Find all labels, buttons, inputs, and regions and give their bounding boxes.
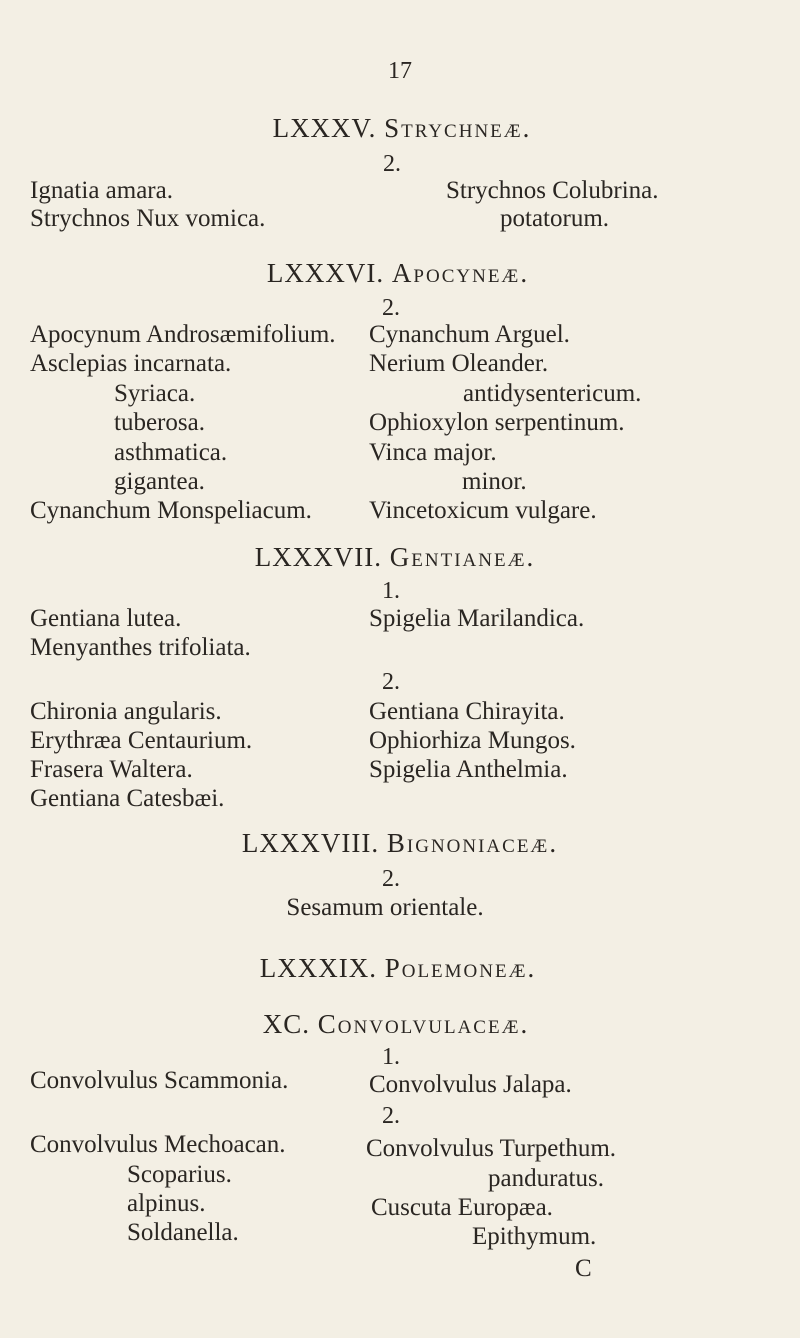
list-item: Convolvulus Jalapa.: [369, 1071, 572, 1098]
section-heading-convolvulaceae: [263, 1009, 529, 1040]
section-numeral: LXXXVIII.: [241, 828, 380, 858]
list-item: Nerium Oleander.: [369, 350, 549, 377]
list-item: minor.: [462, 468, 527, 495]
list-item: Vincetoxicum vulgare.: [369, 497, 597, 524]
list-item: Strychnos Colubrina.: [446, 177, 659, 204]
list-item: Convolvulus Scammonia.: [30, 1067, 289, 1094]
list-item: Soldanella.: [127, 1219, 239, 1246]
section-numeral: XC.: [262, 1009, 311, 1039]
list-item: alpinus.: [127, 1190, 206, 1217]
section-name: Gentianeæ.: [389, 542, 536, 572]
list-item: Strychnos Nux vomica.: [30, 205, 266, 232]
list-item: Spigelia Anthelmia.: [369, 756, 568, 783]
section-heading-gentianeae: [255, 542, 535, 573]
list-item: tuberosa.: [114, 409, 205, 436]
group-number: 2.: [383, 151, 401, 177]
section-numeral: LXXXIX.: [259, 953, 377, 983]
list-item: panduratus.: [488, 1165, 604, 1192]
list-item: Cuscuta Europæa.: [371, 1194, 553, 1221]
section-numeral: LXXXVI.: [266, 258, 385, 288]
list-item: Cynanchum Arguel.: [369, 321, 570, 348]
list-item: Gentiana Chirayita.: [369, 698, 565, 725]
list-item: Gentiana Catesbæi.: [30, 785, 225, 812]
group-number: 2.: [382, 295, 400, 321]
list-item: Cynanchum Monspeliacum.: [30, 497, 312, 524]
list-item: gigantea.: [114, 468, 205, 495]
group-number: 1.: [382, 1044, 400, 1070]
section-numeral: LXXXVII.: [254, 542, 383, 572]
signature-mark: C: [575, 1255, 592, 1282]
section-name: Strychneæ.: [384, 113, 532, 143]
list-item: Menyanthes trifoliata.: [30, 634, 251, 661]
list-item: potatorum.: [500, 205, 610, 232]
section-heading-polemoneae: [260, 953, 537, 984]
list-item: Ophiorhiza Mungos.: [369, 727, 576, 754]
list-item: Ignatia amara.: [30, 177, 173, 204]
group-number: 2.: [382, 669, 400, 695]
list-item: Scoparius.: [127, 1161, 232, 1188]
list-item: Gentiana lutea.: [30, 605, 182, 632]
group-number: 2.: [382, 1103, 400, 1129]
section-heading-apocyneae: [267, 258, 529, 289]
section-name: Bignoniaceæ.: [386, 828, 559, 858]
group-number: 2.: [382, 866, 400, 892]
list-item: Chironia angularis.: [30, 698, 222, 725]
section-name: Convolvulaceæ.: [317, 1009, 530, 1039]
list-item: Frasera Waltera.: [30, 756, 193, 783]
page-number: 17: [388, 58, 412, 84]
list-item: Convolvulus Mechoacan.: [30, 1131, 286, 1158]
list-item: Syriaca.: [114, 380, 196, 407]
list-item: Apocynum Androsæmifolium.: [30, 321, 336, 348]
list-item: Convolvulus Turpethum.: [366, 1135, 617, 1162]
list-item: Asclepias incarnata.: [30, 350, 232, 377]
section-numeral: LXXXV.: [272, 113, 377, 143]
list-item: Spigelia Marilandica.: [369, 605, 585, 632]
section-heading-bignoniaceae: [242, 828, 558, 859]
list-item: Epithymum.: [472, 1223, 597, 1250]
section-name: Polemoneæ.: [384, 953, 537, 983]
group-number: 1.: [382, 578, 400, 604]
list-item: Ophioxylon serpentinum.: [369, 409, 625, 436]
section-heading-strychneae: [273, 113, 532, 144]
list-item: antidysentericum.: [463, 380, 642, 407]
list-item: asthmatica.: [114, 439, 228, 466]
list-item: Sesamum orientale.: [286, 894, 484, 921]
list-item: Erythræa Centaurium.: [30, 727, 253, 754]
section-name: Apocyneæ.: [391, 258, 530, 288]
list-item: Vinca major.: [369, 439, 497, 466]
